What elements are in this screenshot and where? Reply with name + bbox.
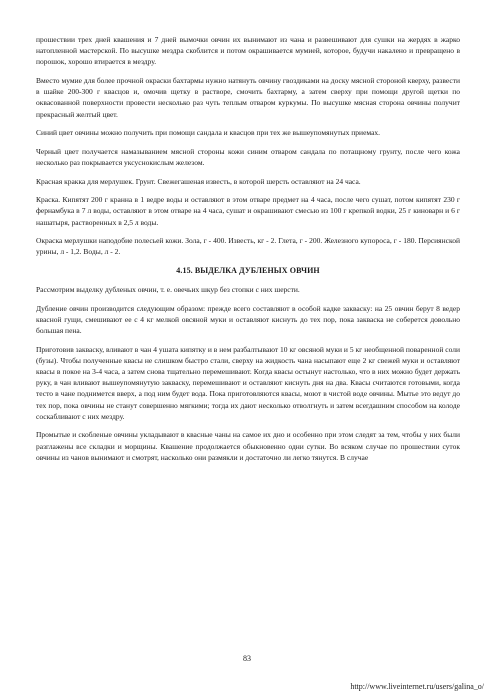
page-content: [36, 34, 460, 470]
section-heading: 4.15. ВЫДЕЛКА ДУБЛЕНЫХ ОВЧИН: [176, 265, 320, 275]
page-number: 83: [243, 654, 251, 663]
paragraph-polecat-imitation: Окраска мерлушки наподобие полесьей кожи. Зола, г - 400. Известь, кг - 2. Глета, г - 200. Железного купороса, г - 180. Персиянской урины, л - 1,2. Воды, л - 2.: [36, 236, 460, 257]
paragraph-red-paint: Краска. Кипятят 200 г кранна в 1 ведре воды и оставляют в этом отваре предмет на 4 часа, после чего сушат, потом кипятят 230 г фернамбука в 7 л воды, оставляют в этом отваре на 4 часа, сушат и окрашивают смесью из 100 г крепкой водки, 25 г киноварн и 6 г нашатыря, растворенных в 2,5 л воды.: [36, 195, 460, 227]
paragraph-intro: Рассмотрим выделку дубленых овчин, т. е. овечьих шкур без стопки с них шерсти.: [36, 284, 300, 294]
paragraph-soaking: Промытые и скобленые овчины укладывают в квасные чаны на самое их дно и особенно при этом следят за тем, чтобы у них были разглажены все складки и морщины. Квашение продолжается обыкновенно одни сутки. Во всяком случае по прошествии суток овчины из чанов вынимают и смотрят, насколько они размякли и достаточно ли легко тянутся. В случае: [36, 430, 460, 462]
paragraph-drying: прошествии трех дней квашения и 7 дней вымочки овчин их вынимают из чана и развешивают для сушки на жердях в жарко натопленной мастерской. По высушке мездра скоблится и потом окрашивается мумией, которое, будучи накалено и превращено в порошок, хорошо втирается в мездру.: [36, 35, 460, 67]
paragraph-blue-dye: Синий цвет овчины можно получить при помощи сандала и квасцов при тех же вышеупомянутых приемах.: [36, 128, 381, 138]
paragraph-black-dye: Черный цвет получается намазыванием мясной стороны кожи синим отваром сандала по потащному грунту, после чего кожа несколько раз покрывается уксуснокислым железом.: [36, 146, 460, 167]
paragraph-leaven: Дубление овчин производится следующим образом: прежде всего составляют в особой кадке закваску: на 25 овчин берут 8 ведер квасной гущи, смешивают ее с 4 кг мелкой овсяной муки и оставляют киснуть до тех пор, пока закваска не соберется довольно большая пена.: [36, 303, 460, 335]
paragraph-kvass-preparation: Приготовив закваску, вливают в чан 4 ушата кипятку и в нем разбалтывают 10 кг овсяной муки и 5 кг необщенной поваренной соли (бузы). Чтобы полученные квасы не слишком быстро стали, сверху на жидкость чана насыпают еще 2 кг свежей муки и оставляют квасы в покое на 3-4 часа, а затем снова тщательно перемешивают. Когда квасы остынут настолько, что в них можно будет держать руку, в чан вливают вышеупомянутую закваску, перемешивают и оставляют киснуть дня на два. Квасы считаются готовыми, когда тесто в чане поднимется вверх, а под ним будет вода. Пока приготовляются квасы, моют в чистой воде овчины. Мытье это ведут до тех пор, пока овчины не станут совершенно мягкими; тогда их дают несколько отволгнуть и затем всегдашним способом на колоде соскабливают с них мездру.: [36, 344, 460, 421]
paragraph-yellow-dye: Вместо мумие для более прочной окраски бахтармы нужно натянуть овчину гвоздиками на доску мясной стороной кверху, развести в шайке 200-300 г квасцов и, омочив щетку в растворе, смочить бахтарму, а затем сверху при помощи другой щетки по оквасованной поверхности провести несколько раз чуть теплым отваром куркумы. По высушке мясная сторона овчины получит прекрасный желтый цвет.: [36, 76, 460, 119]
paragraph-red-primer: Красная кракка для мерлушек. Грунт. Свежегашеная известь, в которой шерсть оставляют на 24 часа.: [36, 176, 361, 186]
footer-url[interactable]: http://www.liveinternet.ru/users/galina_o/: [350, 682, 484, 691]
